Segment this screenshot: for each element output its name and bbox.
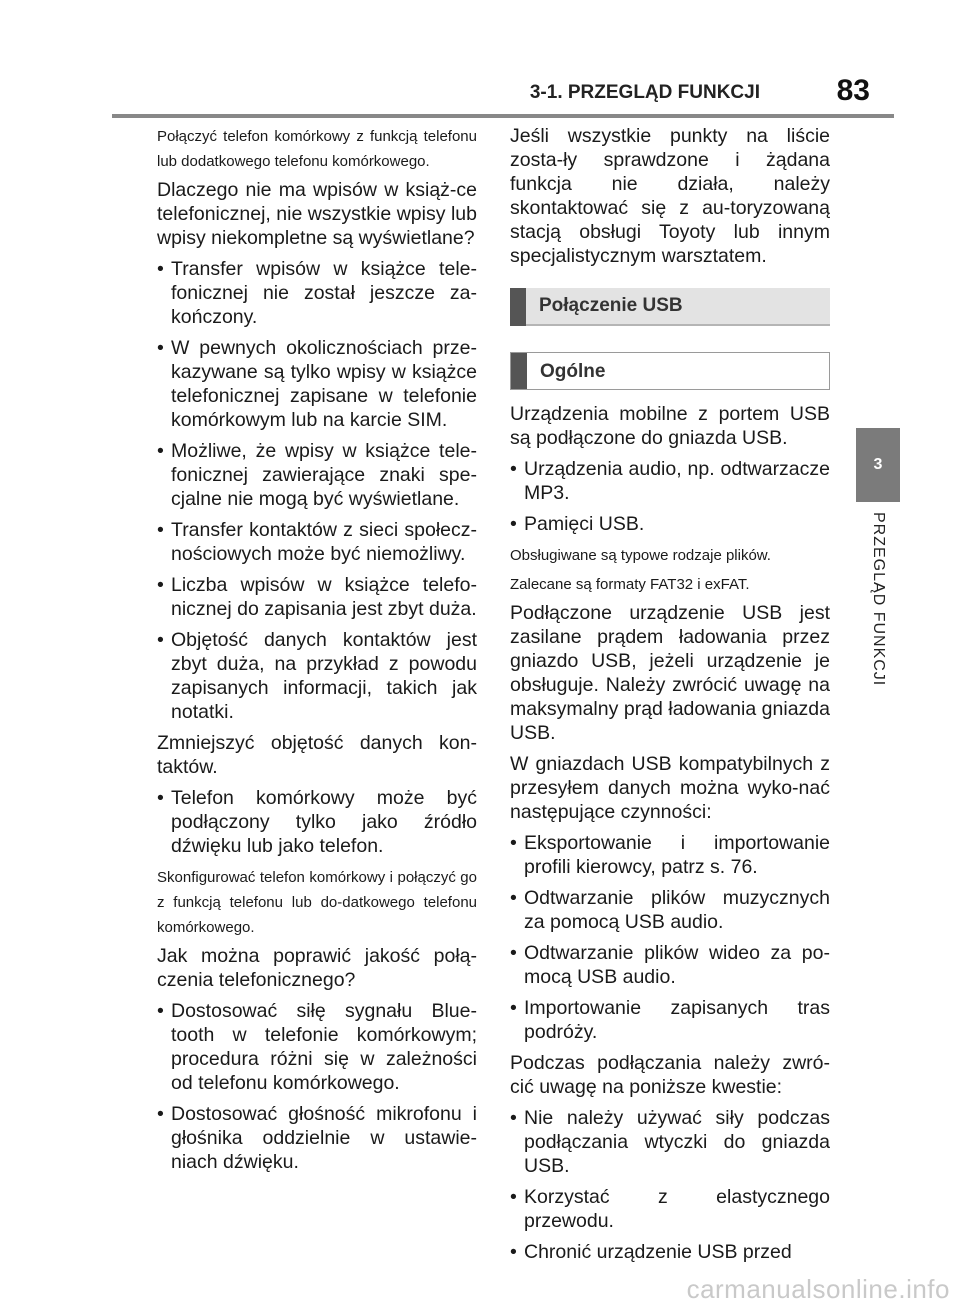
reduce-instruction: Zmniejszyć objętość danych kon-taktów. [157, 732, 477, 778]
list-item: • Objętość danych kontaktów jest zbyt duża, na przykład z powodu zapisanych informacji, takich jak notatki. [157, 628, 477, 724]
list-item: • Importowanie zapisanych tras podróży. [510, 996, 830, 1044]
subsection-marker [511, 353, 527, 389]
watermark-text: carmanualsonline.info [686, 1274, 950, 1304]
left-column [157, 124, 477, 1181]
page-number: 83 [836, 74, 870, 107]
list-item: • Liczba wpisów w książce telefo-nicznej do zapisania jest zbyt duża. [157, 573, 477, 621]
list-item: • Urządzenia audio, np. odtwarzacze MP3. [510, 457, 830, 505]
question-call-quality: Jak można poprawić jakość połą-czenia telefonicznego? [157, 945, 477, 991]
configure-note: Skonfigurować telefon komórkowy i połączyć go z funkcją telefonu lub do-datkowego telefonu komórkowego. [157, 869, 477, 936]
list-item: • Eksportowanie i importowanie profili kierowcy, patrz s. 76. [510, 831, 830, 879]
chapter-tab: 3 [856, 428, 900, 502]
intro-note: Połączyć telefon komórkowy z funkcją telefonu lub dodatkowego telefonu komórkowego. [157, 128, 477, 170]
list-item: • Nie należy używać siły podczas podłączania wtyczki do gniazda USB. [510, 1106, 830, 1178]
list-item: • Transfer wpisów w książce tele-fonicznej nie został jeszcze za-kończony. [157, 257, 477, 329]
list-item: • Chronić urządzenie USB przed [510, 1240, 830, 1264]
question-phonebook: Dlaczego nie ma wpisów w książ-ce telefonicznej, nie wszystkie wpisy lub wpisy niekompletne są wyświetlane? [157, 179, 477, 249]
charging-paragraph: Podłączone urządzenie USB jest zasilane prądem ładowania przez gniazdo USB, jeżeli urządzenie je obsługuje. Należy zwrócić uwagę na maksymalny prąd ładowania gniazda USB. [510, 602, 830, 744]
data-transfer-paragraph: W gniazdach USB kompatybilnych z przesyłem danych można wyko-nać następujące czynności: [510, 753, 830, 823]
list-item: • Odtwarzanie plików wideo za po-mocą USB audio. [510, 941, 830, 989]
file-format-note: Zalecane są formaty FAT32 i exFAT. [510, 576, 750, 593]
header-divider [112, 114, 894, 118]
list-item: • W pewnych okolicznościach prze-kazywane są tylko wpisy w książce telefonicznej zapisane w telefonie komórkowym lub na karcie SIM. [157, 336, 477, 432]
list-item: • Pamięci USB. [510, 512, 830, 536]
subsection-heading-text: Ogólne [540, 361, 606, 382]
file-types-note: Obsługiwane są typowe rodzaje plików. [510, 547, 771, 564]
list-item: • Dostosować siłę sygnału Blue-tooth w telefonie komórkowym; procedura różni się w zależności od telefonu komórkowego. [157, 999, 477, 1095]
usb-intro: Urządzenia mobilne z portem USB są podłączone do gniazda USB. [510, 403, 830, 449]
contact-service-paragraph: Jeśli wszystkie punkty na liście zosta-ły sprawdzone i żądana funkcja nie działa, należy skontaktować się z au-toryzowaną stacją obsługi Toyoty lub innym specjalistycznym warsztatem. [510, 125, 830, 267]
list-item: • Telefon komórkowy może być podłączony tylko jako źródło dźwięku lub jako telefon. [157, 786, 477, 858]
subsection-heading-general [510, 352, 830, 390]
section-heading-text: Połączenie USB [539, 295, 683, 316]
list-item: • Dostosować głośność mikrofonu i głośnika oddzielnie w ustawie-niach dźwięku. [157, 1102, 477, 1174]
list-item: • Możliwe, że wpisy w książce tele-fonicznej zawierające znaki spe-cjalne nie mogą być wyświetlane. [157, 439, 477, 511]
section-heading-usb [510, 288, 830, 326]
section-header-title: 3-1. PRZEGLĄD FUNKCJI [529, 82, 760, 103]
list-item: • Odtwarzanie plików muzycznych za pomocą USB audio. [510, 886, 830, 934]
chapter-side-label: PRZEGLĄD FUNKCJI [870, 512, 887, 687]
list-item: • Korzystać z elastycznego przewodu. [510, 1185, 830, 1233]
connecting-paragraph: Podczas podłączania należy zwró-cić uwagę na poniższe kwestie: [510, 1052, 830, 1098]
right-column [510, 124, 830, 1271]
section-marker [510, 288, 526, 326]
list-item: • Transfer kontaktów z sieci społecz-nościowych może być niemożliwy. [157, 518, 477, 566]
